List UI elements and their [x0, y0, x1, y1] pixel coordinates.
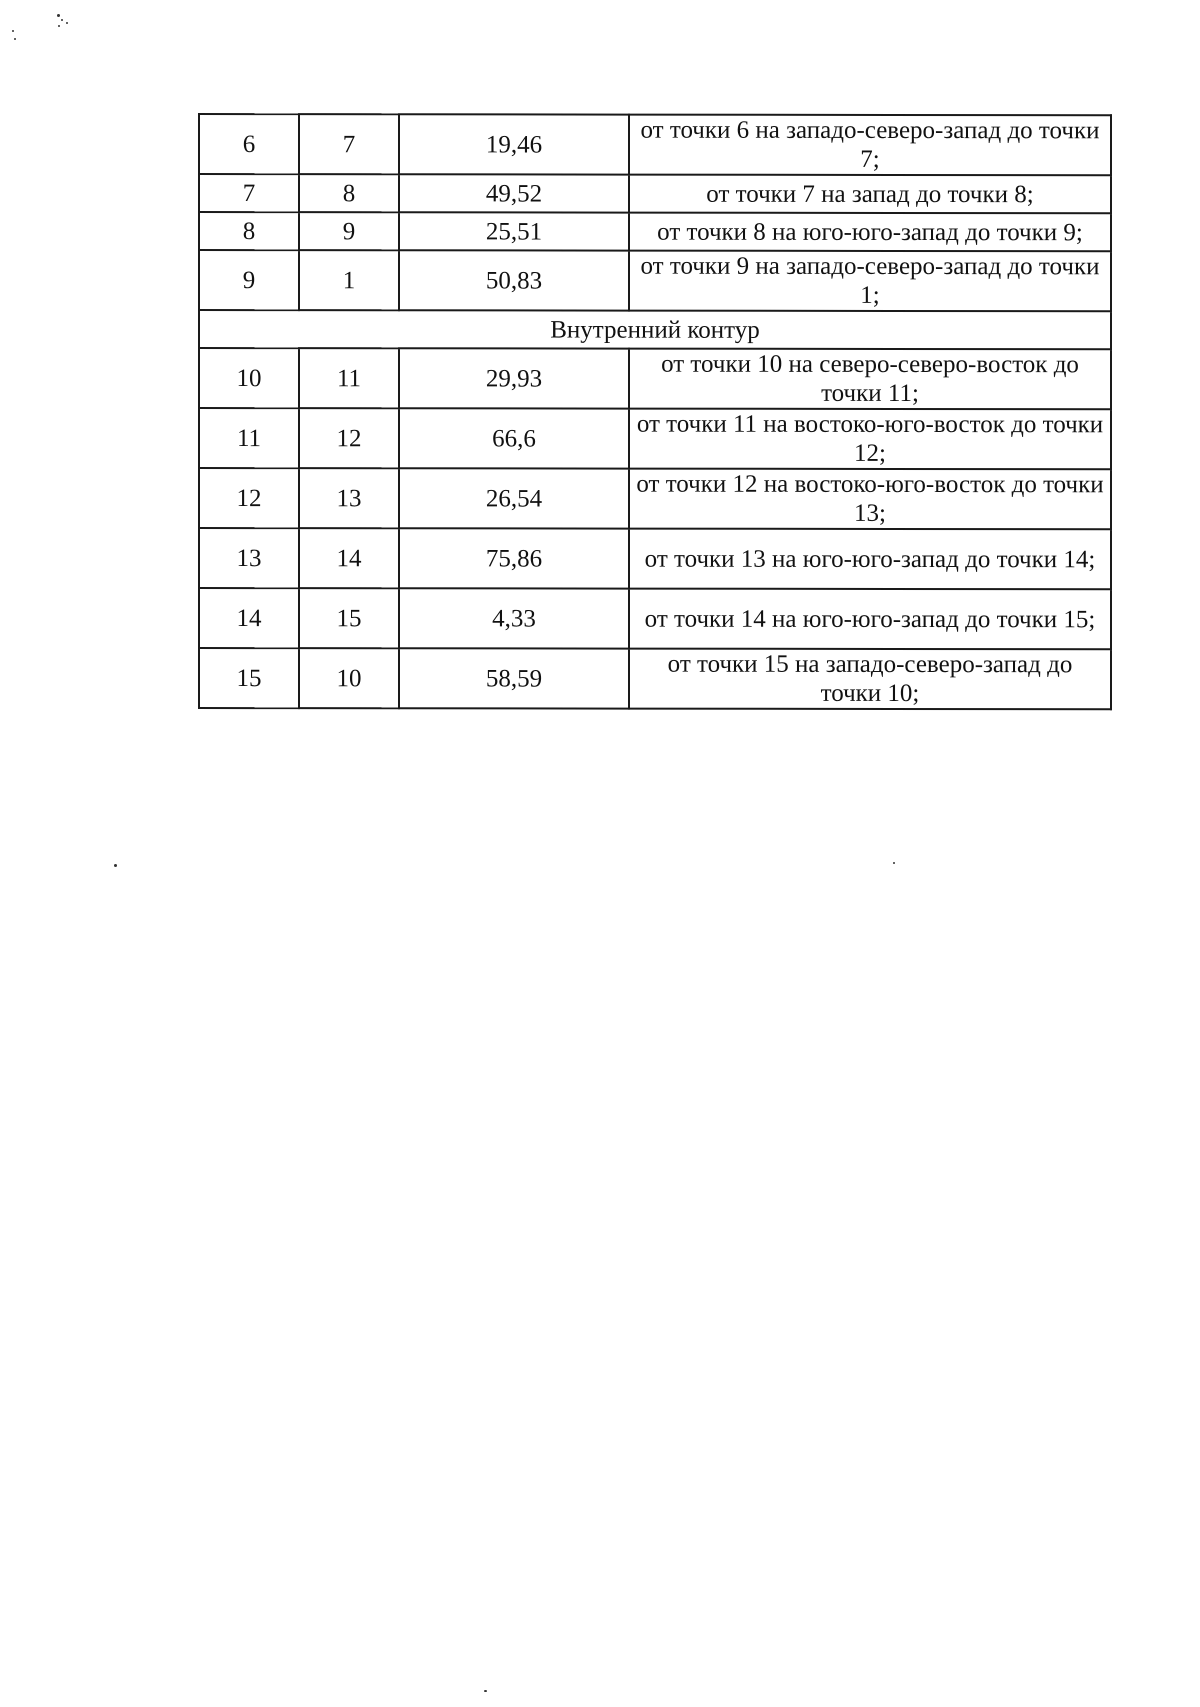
length-cell: 19,46 [399, 114, 629, 174]
from-point-cell: 14 [199, 588, 299, 648]
to-point-cell: 11 [299, 348, 399, 408]
to-point-cell: 1 [299, 250, 399, 310]
description-cell: от точки 10 на северо-северо-восток до точки 11; [629, 349, 1111, 410]
length-cell: 75,86 [399, 528, 629, 588]
table-row [199, 114, 1111, 175]
scan-speck [893, 862, 895, 864]
from-point-cell: 9 [199, 250, 299, 310]
table-row [199, 250, 1111, 311]
table-row [199, 348, 1111, 409]
to-point-cell: 12 [299, 408, 399, 468]
table-row [199, 408, 1111, 469]
from-point-cell: 6 [199, 114, 299, 174]
description-cell: от точки 15 на западо-северо-запад до точки 10; [629, 649, 1111, 710]
from-point-cell: 13 [199, 528, 299, 588]
length-cell: 25,51 [399, 212, 629, 250]
scan-speck [484, 1690, 487, 1692]
length-cell: 29,93 [399, 348, 629, 408]
table-row [199, 212, 1111, 251]
to-point-cell: 14 [299, 528, 399, 588]
table-row [199, 648, 1111, 709]
scan-speck [12, 30, 14, 32]
from-point-cell: 8 [199, 212, 299, 250]
table-row [199, 174, 1111, 213]
boundary-table [198, 113, 1112, 710]
section-title: Внутренний контур [199, 310, 1111, 349]
to-point-cell: 13 [299, 468, 399, 528]
to-point-cell: 7 [299, 114, 399, 174]
to-point-cell: 8 [299, 174, 399, 212]
from-point-cell: 12 [199, 468, 299, 528]
scan-speck [14, 38, 16, 40]
length-cell: 50,83 [399, 250, 629, 310]
scan-speck [114, 864, 117, 867]
table-row [199, 468, 1111, 529]
length-cell: 4,33 [399, 588, 629, 648]
length-cell: 26,54 [399, 468, 629, 528]
table-row [199, 528, 1111, 589]
description-cell: от точки 8 на юго-юго-запад до точки 9; [629, 213, 1111, 252]
section-row [199, 310, 1111, 349]
scan-speck [61, 19, 63, 21]
scan-speck [66, 22, 68, 24]
to-point-cell: 9 [299, 212, 399, 250]
description-cell: от точки 6 на западо-северо-запад до точки 7; [629, 115, 1111, 176]
from-point-cell: 7 [199, 174, 299, 212]
table-row [199, 588, 1111, 649]
from-point-cell: 10 [199, 348, 299, 408]
length-cell: 49,52 [399, 174, 629, 212]
scan-speck [57, 14, 60, 17]
from-point-cell: 11 [199, 408, 299, 468]
length-cell: 66,6 [399, 408, 629, 468]
description-cell: от точки 11 на востоко-юго-восток до точки 12; [629, 409, 1111, 470]
description-cell: от точки 13 на юго-юго-запад до точки 14; [629, 529, 1111, 590]
description-cell: от точки 9 на западо-северо-запад до точки 1; [629, 251, 1111, 312]
from-point-cell: 15 [199, 648, 299, 708]
to-point-cell: 15 [299, 588, 399, 648]
length-cell: 58,59 [399, 648, 629, 708]
description-cell: от точки 12 на востоко-юго-восток до точки 13; [629, 469, 1111, 530]
description-cell: от точки 7 на запад до точки 8; [629, 175, 1111, 214]
description-cell: от точки 14 на юго-юго-запад до точки 15; [629, 589, 1111, 650]
to-point-cell: 10 [299, 648, 399, 708]
scan-speck [58, 25, 60, 27]
